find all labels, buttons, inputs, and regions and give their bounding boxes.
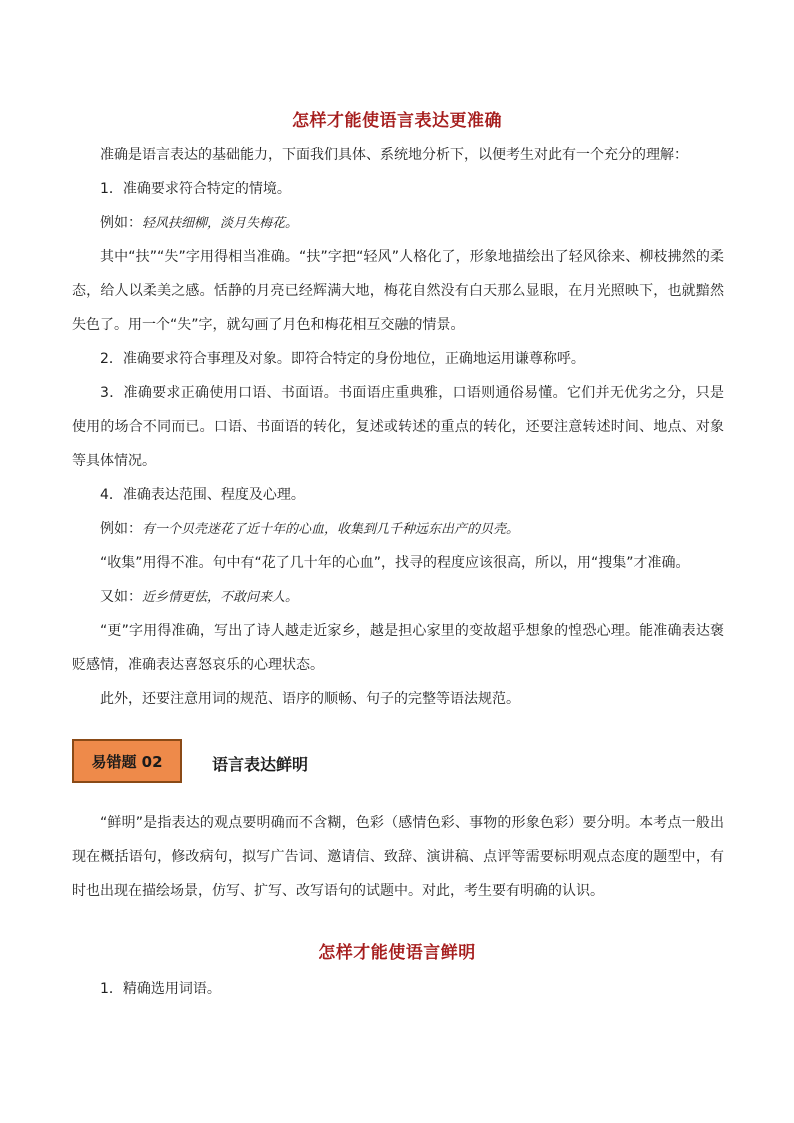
section-title: 语言表达鲜明: [212, 755, 309, 774]
paragraph-analysis-1: 其中“扶”“失”字用得相当准确。“扶”字把“轻风”人格化了，形象地描绘出了轻风徐来、柳枝拂然的柔态，给人以柔美之感。恬静的月亮已经辉满大地，梅花自然没有白天那么显眼，在月光照映下，也就黯然失色了。用一个“失”字，就勾画了月色和梅花相互交融的情景。: [72, 249, 724, 333]
item-5: 1．精确选用词语。: [100, 981, 221, 997]
heading-accuracy: 怎样才能使语言表达更准确: [292, 111, 502, 131]
item-4: 4．准确表达范围、程度及心理。: [100, 487, 305, 503]
example-3: [72, 580, 724, 615]
example-3-label: 又如：: [100, 589, 142, 605]
paragraph-analysis-3: “更”字用得准确，写出了诗人越走近家乡，越是担心家里的变故超乎想象的惶恐心理。能准确表达褒贬感情，准确表达喜怒哀乐的心理状态。: [72, 623, 724, 673]
item-2: 2．准确要求符合事理及对象。即符合特定的身份地位，正确地运用谦尊称呼。: [100, 351, 585, 367]
section-badge: 易错题 02: [72, 739, 182, 783]
paragraph-vividness-intro: “鲜明”是指表达的观点要明确而不含糊，色彩（感情色彩、事物的形象色彩）要分明。本考点一般出现在概括语句，修改病句，拟写广告词、邀请信、致辞、演讲稿、点评等需要标明观点态度的题型中，有时也出现在描绘场景，仿写、扩写、改写语句的试题中。对此，考生要有明确的认识。: [72, 815, 724, 899]
item-1: 1．准确要求符合特定的情境。: [100, 181, 291, 197]
example-1-text: 轻风扶细柳，淡月失梅花。: [142, 216, 299, 231]
intro-paragraph: 准确是语言表达的基础能力，下面我们具体、系统地分析下，以便考生对此有一个充分的理解：: [100, 147, 688, 163]
example-3-text: 近乡情更怯，不敢问来人。: [142, 590, 299, 605]
example-1-label: 例如：: [100, 215, 142, 231]
paragraph-summary: 此外，还要注意用词的规范、语序的顺畅、句子的完整等语法规范。: [100, 691, 520, 707]
example-2-label: 例如：: [100, 521, 142, 537]
example-2-text: 有一个贝壳迷花了近十年的心血，收集到几千种远东出产的贝壳。: [142, 522, 520, 537]
item-3: 3．准确要求正确使用口语、书面语。书面语庄重典雅，口语则通俗易懂。它们并无优劣之分，只是使用的场合不同而已。口语、书面语的转化，复述或转述的重点的转化，还要注意转述时间、地点、对象等具体情况。: [72, 385, 724, 469]
paragraph-analysis-2: “收集”用得不准。句中有“花了几十年的心血”，找寻的程度应该很高，所以，用“搜集”才准确。: [100, 555, 690, 571]
example-2: [72, 512, 724, 547]
heading-vividness: 怎样才能使语言鲜明: [318, 943, 476, 963]
example-1: [72, 206, 724, 241]
